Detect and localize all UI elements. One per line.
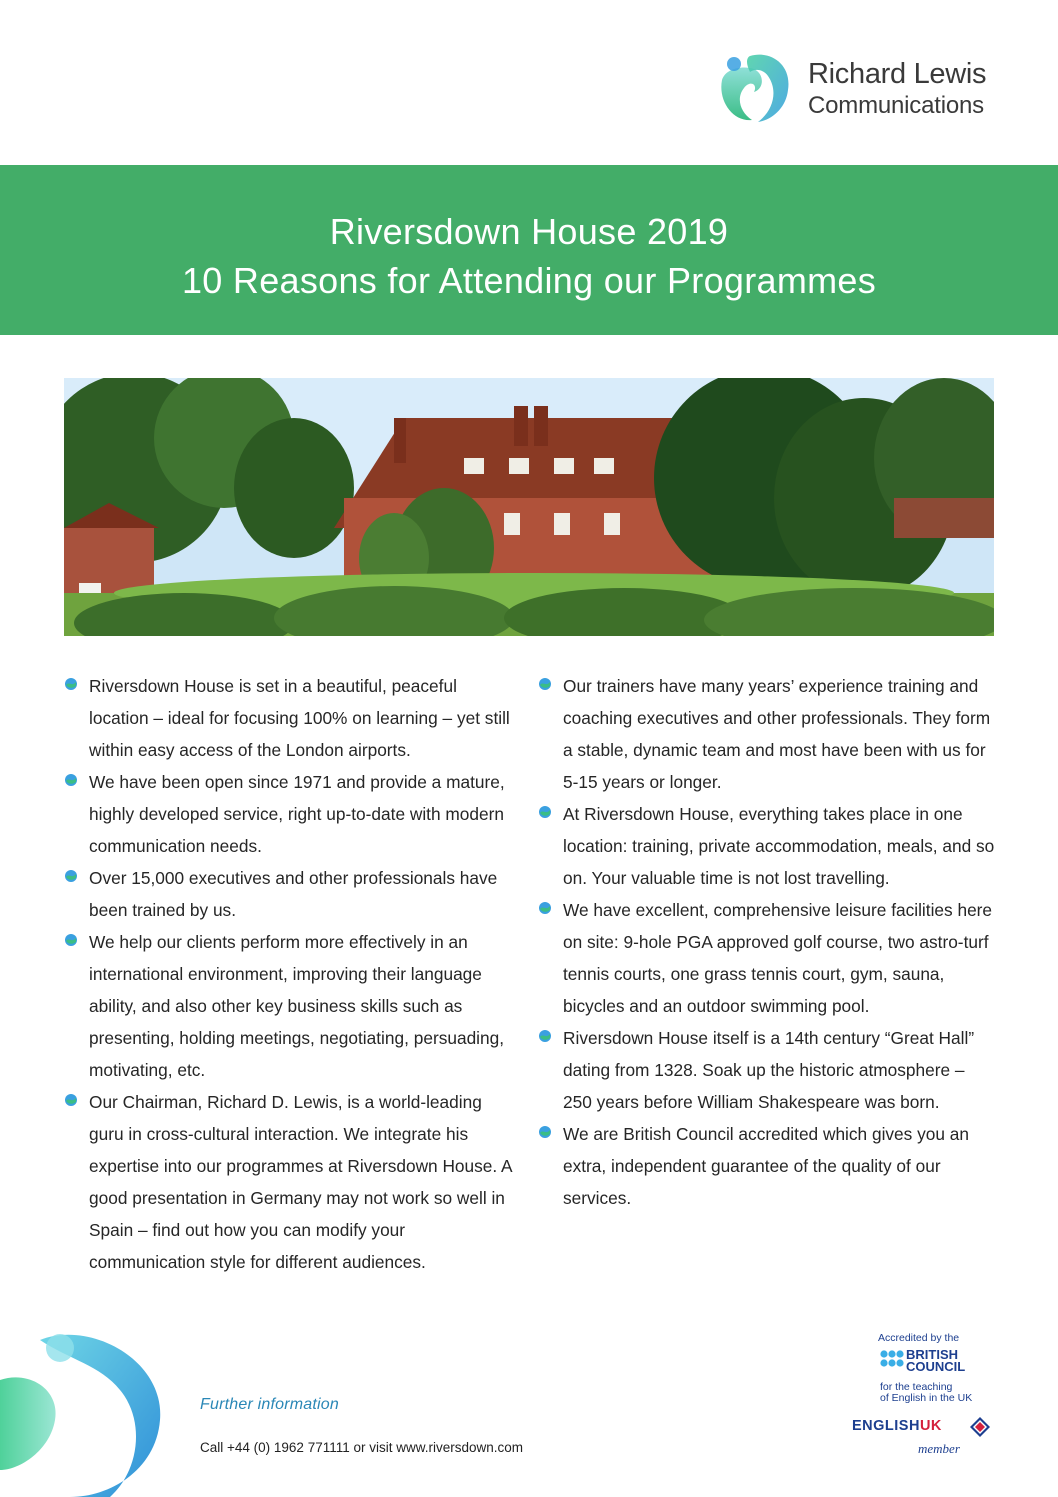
globe-bullet-icon	[64, 933, 78, 947]
reason-text: We help our clients perform more effectively in an international environment, improving their language ability, and also other key business skills such as presenting, holding meetings, negotiating, persuading, motivating, etc.	[89, 932, 505, 1080]
member-text: member	[918, 1441, 960, 1456]
banner-title-line2: 10 Reasons for Attending our Programmes	[181, 260, 877, 301]
english-uk-part1: ENGLISH	[852, 1418, 920, 1434]
reason-text: At Riversdown House, everything takes place in one location: training, private accommodation, meals, and so on. Your valuable time is not lost travelling.	[563, 804, 995, 888]
globe-bullet-icon	[64, 677, 78, 691]
reason-text: We have been open since 1971 and provide a mature, highly developed service, right up-to-date with modern communication needs.	[89, 772, 505, 856]
reason-text: Over 15,000 executives and other professionals have been trained by us.	[89, 868, 498, 920]
list-item	[538, 894, 998, 1022]
decorative-swirl-icon	[0, 1320, 170, 1497]
globe-bullet-icon	[538, 805, 552, 819]
list-item	[538, 1118, 998, 1214]
reason-text: We are British Council accredited which gives you an extra, independent guarantee of the quality of our services.	[563, 1124, 969, 1208]
reason-text: Our Chairman, Richard D. Lewis, is a world-leading guru in cross-cultural interaction. We integrate his expertise into our programmes at Riversdown House. A good presentation in Germany may not work so well in Spain – find out how you can modify your communication style for different audiences.	[89, 1092, 512, 1272]
banner-title-line1: Riversdown House 2019	[329, 211, 729, 252]
globe-bullet-icon	[538, 1029, 552, 1043]
list-item	[64, 766, 519, 862]
reasons-list-left	[64, 670, 519, 1278]
list-item	[538, 798, 998, 894]
swirl-logo-icon	[710, 50, 802, 130]
british-council-dots-icon	[880, 1350, 904, 1376]
globe-bullet-icon	[64, 773, 78, 787]
list-item	[538, 1022, 998, 1118]
reason-text: Riversdown House itself is a 14th century “Great Hall” dating from 1328. Soak up the historic atmosphere – 250 years before William Shakespeare was born.	[563, 1028, 975, 1112]
teaching-line1: for the teaching	[880, 1381, 953, 1393]
company-subname: Communications	[808, 92, 984, 119]
contact-line: Call +44 (0) 1962 771111 or visit www.riversdown.com	[200, 1440, 524, 1455]
list-item	[538, 670, 998, 798]
english-uk-part2: UK	[919, 1418, 942, 1434]
globe-bullet-icon	[538, 901, 552, 915]
company-name: Richard Lewis	[808, 58, 987, 90]
title-banner	[0, 165, 1058, 335]
accredited-by-text: Accredited by the	[878, 1332, 960, 1344]
globe-bullet-icon	[538, 677, 552, 691]
company-logo	[710, 50, 1010, 130]
teaching-text	[880, 1382, 972, 1404]
reason-text: Our trainers have many years’ experience training and coaching executives and other professionals. They form a stable, dynamic team and most have been with us for 5-15 years or longer.	[563, 676, 991, 792]
reason-text: We have excellent, comprehensive leisure facilities here on site: 9-hole PGA approved golf course, two astro-turf tennis courts, one grass tennis court, gym, sauna, bicycles and an outdoor swimming pool.	[563, 900, 993, 1016]
globe-bullet-icon	[64, 1093, 78, 1107]
riversdown-house-photo	[64, 378, 994, 636]
teaching-line2: of English in the UK	[880, 1392, 973, 1404]
british-council-line1: BRITISH	[906, 1347, 958, 1362]
list-item	[64, 926, 519, 1086]
list-item	[64, 862, 519, 926]
reason-text: Riversdown House is set in a beautiful, peaceful location – ideal for focusing 100% on learning – yet still within easy access of the London airports.	[89, 676, 510, 760]
list-item	[64, 1086, 519, 1278]
reasons-list-right	[538, 670, 998, 1214]
british-council-name	[906, 1349, 965, 1373]
further-information-label: Further information	[200, 1396, 339, 1413]
globe-bullet-icon	[64, 869, 78, 883]
list-item	[64, 670, 519, 766]
union-flag-icon	[969, 1416, 991, 1438]
english-uk-wordmark	[852, 1418, 942, 1434]
globe-bullet-icon	[538, 1125, 552, 1139]
british-council-line2: COUNCIL	[906, 1359, 966, 1374]
